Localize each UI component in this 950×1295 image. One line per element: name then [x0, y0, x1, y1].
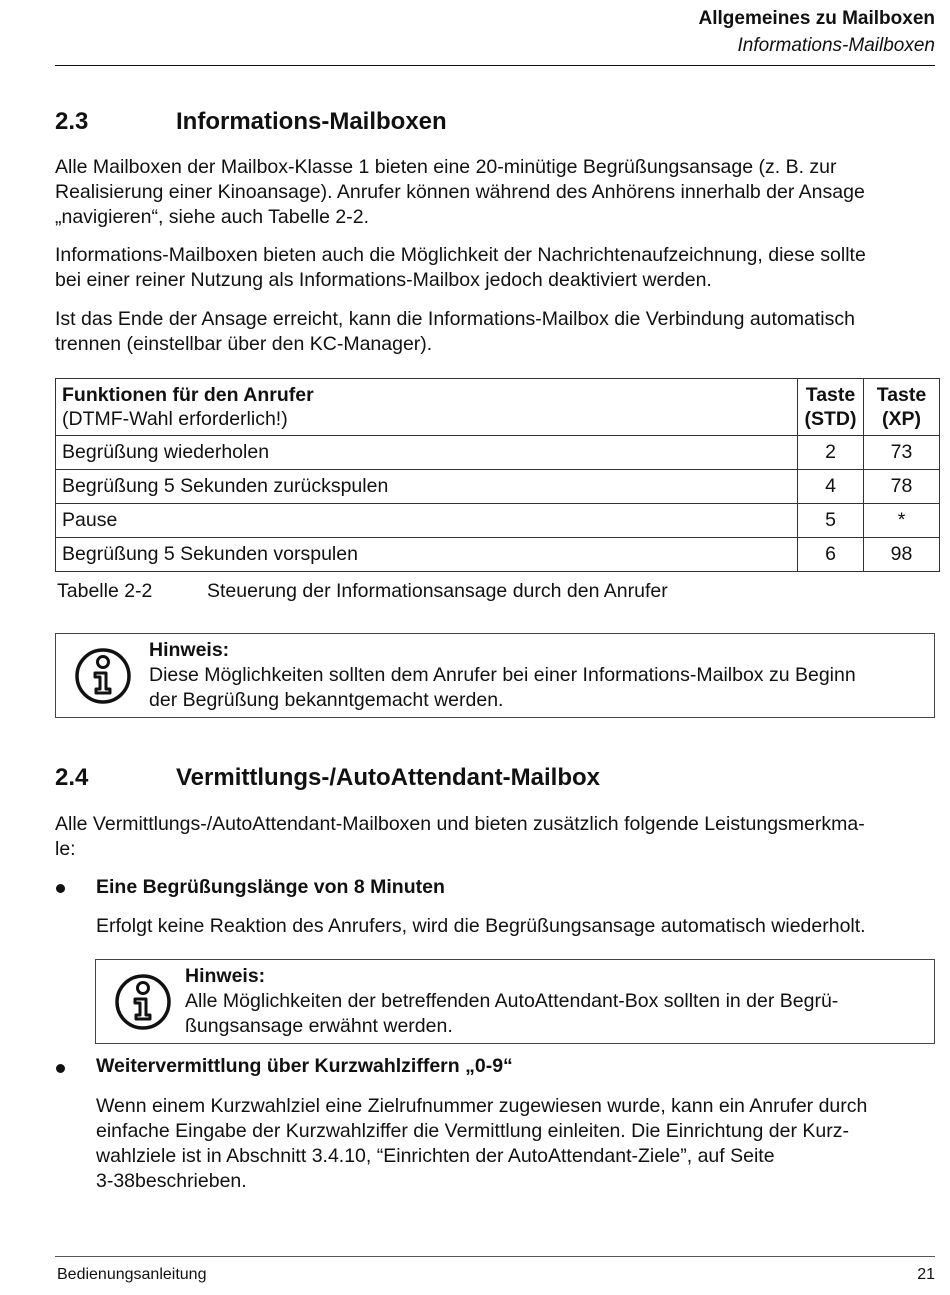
running-header-title: Allgemeines zu Mailboxen — [698, 8, 935, 29]
text-line: Informations-Mailboxen bieten auch die Möglichkeit der Nachrichtenaufzeichnung, diese sollte — [55, 244, 866, 266]
table-caption-text: Steuerung der Informationsansage durch den Anrufer — [207, 580, 668, 602]
text-line: wahlziele ist in Abschnitt 3.4.10, “Einrichten der AutoAttendant-Ziele”, auf Seite — [96, 1145, 775, 1167]
text-line: 3-38beschrieben. — [96, 1170, 247, 1192]
running-header-subtitle: Informations-Mailboxen — [737, 35, 935, 56]
cell-std: 2 — [798, 436, 864, 470]
section-title: Informations-Mailboxen — [176, 108, 447, 135]
bullet-text — [96, 1094, 941, 1194]
footer-document-name: Bedienungsanleitung — [57, 1266, 207, 1283]
cell-std: 4 — [798, 470, 864, 504]
cell-xp: 78 — [864, 470, 940, 504]
note-title: Hinweis: — [149, 639, 230, 661]
section-number: 2.3 — [55, 108, 89, 135]
table-row — [56, 436, 940, 470]
text-line: einfache Eingabe der Kurzwahlziffer die Vermittlung einleiten. Die Einrichtung der Kurz- — [96, 1120, 849, 1142]
header-std-line2: (STD) — [804, 408, 857, 430]
header-xp-line1: Taste — [876, 384, 927, 406]
footer-divider — [55, 1256, 935, 1257]
note-text — [149, 663, 856, 713]
text-line: Realisierung einer Kinoansage). Anrufer können während des Anhörens innerhalb der Ansage — [55, 181, 865, 203]
paragraph-2 — [55, 243, 940, 293]
cell-function: Begrüßung wiederholen — [56, 436, 798, 470]
text-line: trennen (einstellbar über den KC-Manager). — [55, 333, 433, 355]
text-line: le: — [55, 838, 76, 860]
header-divider — [55, 65, 935, 66]
info-icon — [113, 972, 173, 1032]
table-caption-label: Tabelle 2-2 — [57, 580, 153, 602]
header-functions — [56, 379, 798, 436]
page-number: 21 — [917, 1266, 935, 1283]
bullet-marker — [56, 884, 65, 893]
header-xp-line2: (XP) — [882, 408, 921, 430]
text-line: Ist das Ende der Ansage erreicht, kann die Informations-Mailbox die Verbindung automatisch — [55, 308, 855, 330]
text-line: Alle Möglichkeiten der betreffenden AutoAttendant-Box sollten in der Begrü- — [185, 990, 839, 1012]
note-box — [95, 959, 935, 1044]
bullet-title: Eine Begrüßungslänge von 8 Minuten — [96, 876, 445, 898]
text-line: ßungsansage erwähnt werden. — [185, 1015, 453, 1037]
header-key-xp — [864, 379, 940, 436]
table-header-row — [56, 379, 940, 436]
bullet-marker — [56, 1064, 65, 1073]
section-title: Vermittlungs-/AutoAttendant-Mailbox — [176, 764, 600, 791]
text-line: Alle Vermittlungs-/AutoAttendant-Mailboxen und bieten zusätzlich folgende Leistungsmerkma- — [55, 813, 865, 835]
cell-std: 5 — [798, 504, 864, 538]
header-key-std — [798, 379, 864, 436]
table-row — [56, 538, 940, 572]
table-row — [56, 504, 940, 538]
cell-function: Pause — [56, 504, 798, 538]
functions-table — [55, 378, 940, 572]
text-line: Wenn einem Kurzwahlziel eine Zielrufnummer zugewiesen wurde, kann ein Anrufer durch — [96, 1095, 868, 1117]
info-icon — [73, 646, 133, 706]
bullet-title: Weitervermittlung über Kurzwahlziffern „0-9“ — [96, 1055, 513, 1077]
section-number: 2.4 — [55, 764, 89, 791]
text-line: der Begrüßung bekanntgemacht werden. — [149, 689, 504, 711]
cell-xp: 73 — [864, 436, 940, 470]
note-box — [55, 633, 935, 718]
cell-function: Begrüßung 5 Sekunden vorspulen — [56, 538, 798, 572]
note-text — [185, 989, 838, 1039]
note-title: Hinweis: — [185, 965, 266, 987]
header-std-line1: Taste — [805, 384, 856, 406]
cell-xp: 98 — [864, 538, 940, 572]
paragraph-intro — [55, 812, 940, 862]
cell-function: Begrüßung 5 Sekunden zurückspulen — [56, 470, 798, 504]
text-line: „navigieren“, siehe auch Tabelle 2-2. — [55, 206, 369, 228]
header-functions-subtitle: (DTMF-Wahl erforderlich!) — [62, 408, 288, 430]
text-line: Diese Möglichkeiten sollten dem Anrufer bei einer Informations-Mailbox zu Beginn — [149, 664, 856, 686]
paragraph-3 — [55, 307, 940, 357]
paragraph-1 — [55, 155, 940, 230]
cell-std: 6 — [798, 538, 864, 572]
bullet-text: Erfolgt keine Reaktion des Anrufers, wird die Begrüßungsansage automatisch wiederholt. — [96, 915, 866, 937]
header-functions-title: Funktionen für den Anrufer — [62, 384, 314, 406]
cell-xp: * — [864, 504, 940, 538]
text-line: Alle Mailboxen der Mailbox-Klasse 1 bieten eine 20-minütige Begrüßungsansage (z. B. zur — [55, 156, 837, 178]
table-row — [56, 470, 940, 504]
text-line: bei einer reiner Nutzung als Informations-Mailbox jedoch deaktiviert werden. — [55, 269, 712, 291]
